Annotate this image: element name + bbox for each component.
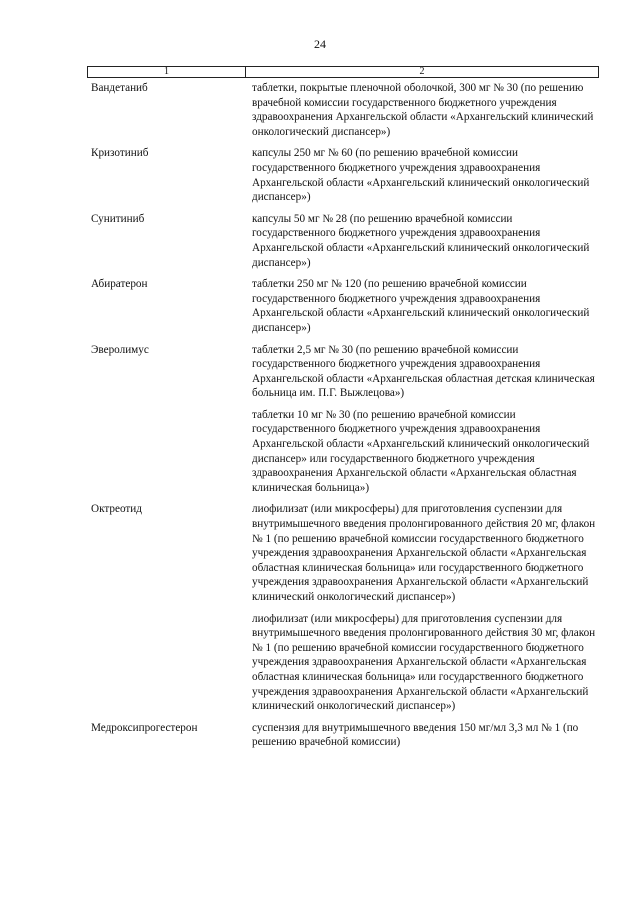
- dosage-form: лиофилизат (или микросферы) для приготовления суспензии для внутримышечного введения пролонгированного действия 30 мг, флакон № 1 (по решению врачебной комиссии государственного бюджетного учреждения здравоохранения Архангельской области «Архангельская областная клиническая больница» или государственного бюджетного учреждения здравоохранения Архангельской области «Архангельский клинический онкологический диспансер»): [252, 612, 596, 713]
- dosage-forms: [252, 277, 597, 335]
- page-number: 24: [314, 37, 326, 51]
- drug-name: Кризотиниб: [91, 147, 149, 160]
- table-header-row: [87, 66, 599, 78]
- dosage-forms: [252, 343, 597, 496]
- drug-name: Абиратерон: [91, 278, 148, 291]
- table-row: [91, 343, 601, 496]
- dosage-form: таблетки, покрытые пленочной оболочкой, 300 мг № 30 (по решению врачебной комиссии государственного бюджетного учреждения здравоохранения Архангельской области «Архангельский клинический онкологический диспансер»): [252, 82, 594, 138]
- dosage-forms: [252, 146, 597, 204]
- dosage-forms: [252, 212, 597, 270]
- table-row: [91, 146, 601, 204]
- drug-name: Медроксипрогестерон: [91, 721, 198, 734]
- drug-name: Октреотид: [91, 503, 142, 516]
- table-row: [91, 277, 601, 335]
- drug-name: Вандетаниб: [91, 82, 148, 94]
- dosage-form: таблетки 10 мг № 30 (по решению врачебной комиссии государственного бюджетного учреждения здравоохранения Архангельской области «Архангельский клинический онкологический диспансер» или государственного бюджетного учреждения здравоохранения Архангельской области «Архангельская областная клиническая больница»): [252, 408, 590, 494]
- dosage-form: суспензия для внутримышечного введения 150 мг/мл 3,3 мл № 1 (по решению врачебной комиссии): [252, 721, 579, 749]
- dosage-form: таблетки 250 мг № 120 (по решению врачебной комиссии государственного бюджетного учреждения здравоохранения Архангельской области «Архангельский клинический онкологический диспансер»): [252, 278, 590, 334]
- drug-name: Сунитиниб: [91, 212, 145, 225]
- column-header-2: 2: [419, 66, 425, 77]
- table-row: [91, 212, 601, 270]
- column-header-1: 1: [88, 67, 246, 77]
- table-row: [91, 81, 601, 139]
- drug-name: Эверолимус: [91, 343, 149, 356]
- dosage-forms: [252, 502, 597, 713]
- table-row: [91, 502, 601, 713]
- drug-table-body: [91, 81, 601, 750]
- dosage-form: капсулы 250 мг № 60 (по решению врачебной комиссии государственного бюджетного учреждения здравоохранения Архангельской области «Архангельский клинический онкологический диспансер»): [252, 147, 590, 204]
- dosage-form: лиофилизат (или микросферы) для приготовления суспензии для внутримышечного введения пролонгированного действия 20 мг, флакон № 1 (по решению врачебной комиссии государственного бюджетного учреждения здравоохранения Архангельской области «Архангельская областная клиническая больница» или государственного бюджетного учреждения здравоохранения Архангельской области «Архангельский клинический онкологический диспансер»): [252, 503, 596, 603]
- dosage-forms: [252, 81, 597, 139]
- dosage-forms: [252, 721, 597, 750]
- dosage-form: таблетки 2,5 мг № 30 (по решению врачебной комиссии государственного бюджетного учреждения здравоохранения Архангельской области «Архангельская областная детская клиническая больница им. П.Г. Выжлецова»): [252, 343, 595, 400]
- table-row: [91, 721, 601, 750]
- dosage-form: капсулы 50 мг № 28 (по решению врачебной комиссии государственного бюджетного учреждения здравоохранения Архангельской области «Архангельский клинический онкологический диспансер»): [252, 212, 590, 269]
